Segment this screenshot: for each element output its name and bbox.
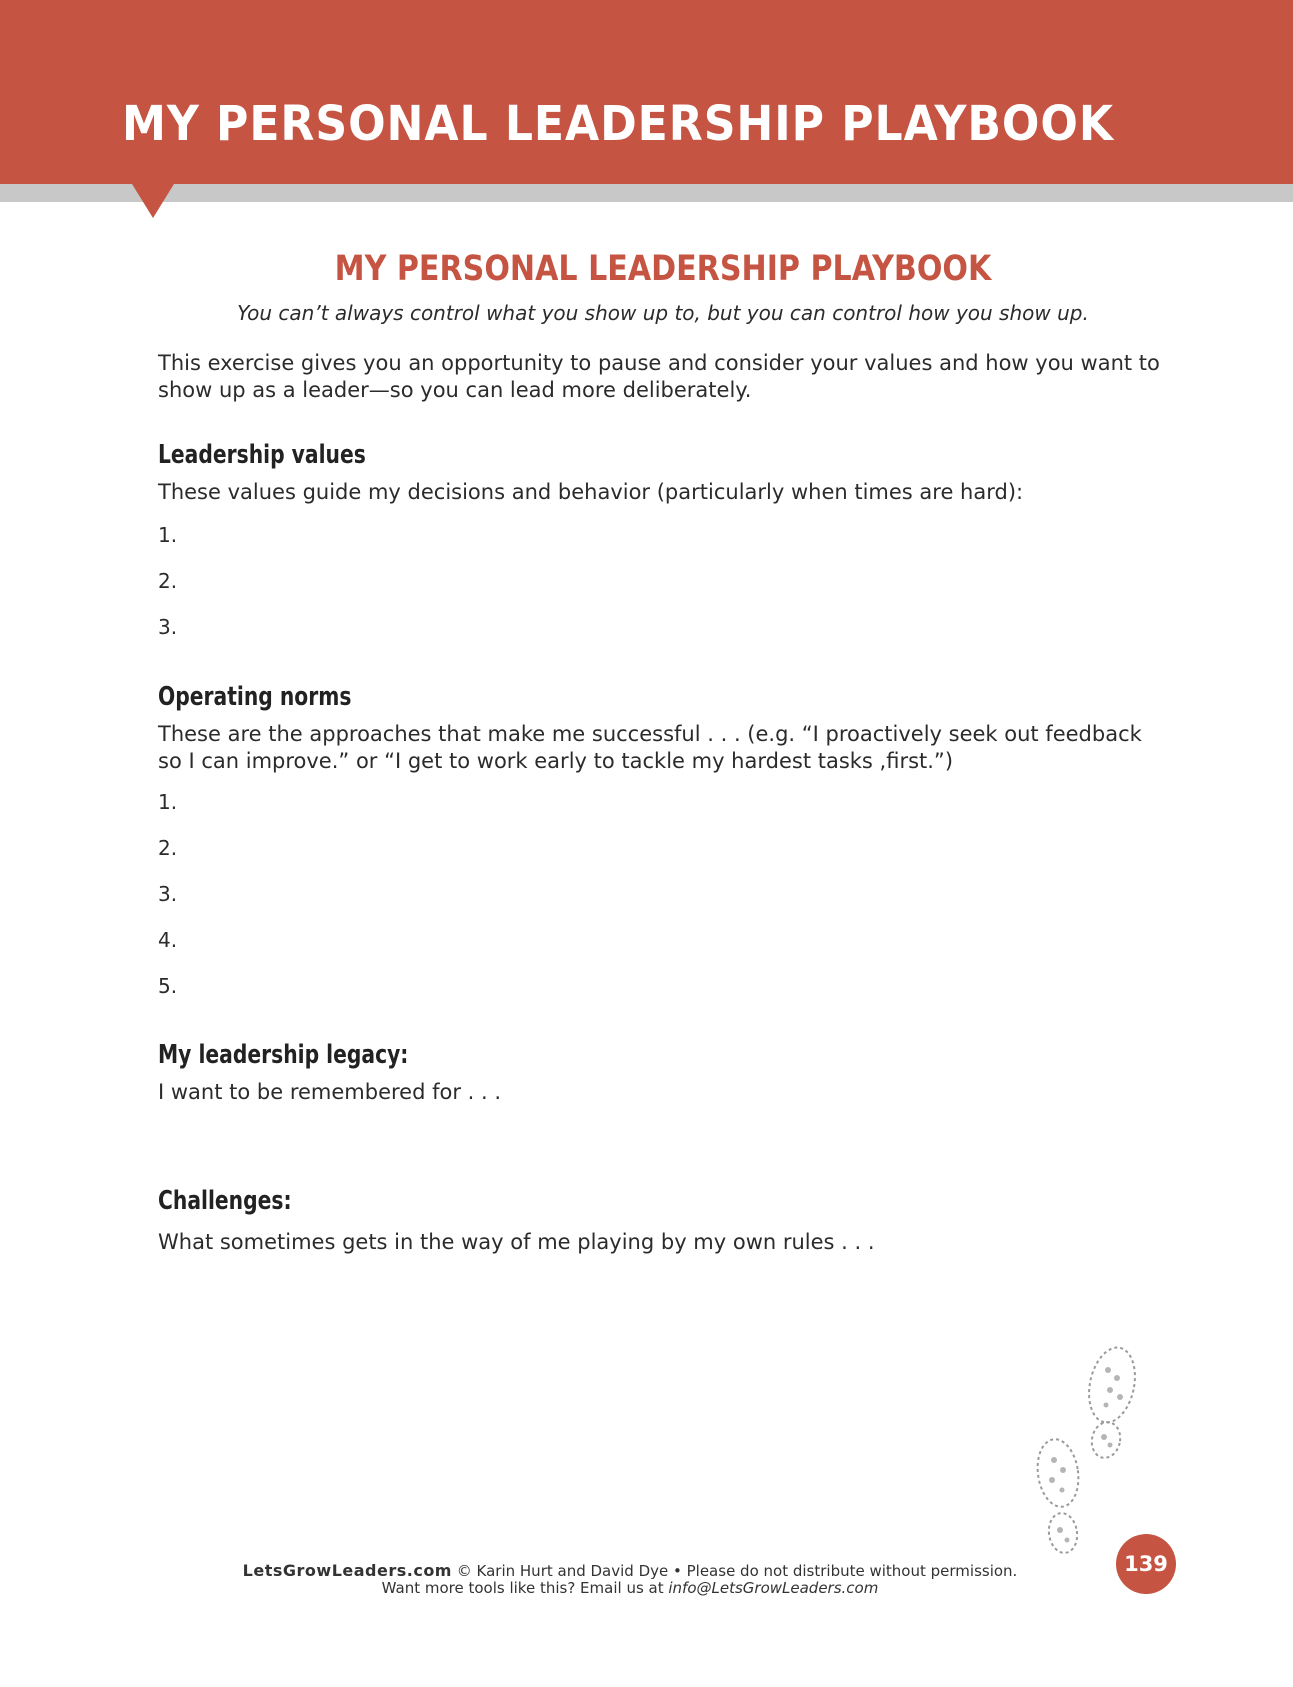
section-heading: Challenges:: [158, 1186, 292, 1216]
section-prompt: I want to be remembered for . . .: [158, 1080, 502, 1104]
list-item: 5.: [158, 974, 178, 998]
footer-site-link[interactable]: LetsGrowLeaders.com: [242, 1561, 452, 1580]
footer-email-link[interactable]: info@LetsGrowLeaders.com: [668, 1579, 879, 1597]
list-item: 4.: [158, 928, 178, 952]
section-challenges: [158, 1181, 1168, 1256]
list-item: 2.: [158, 836, 178, 860]
page-number-badge: 139: [1116, 1534, 1176, 1594]
section-operating-norms: [158, 677, 1168, 1019]
values-list: [158, 522, 1168, 660]
page-footer: [160, 1562, 1100, 1596]
section-leadership-legacy: [158, 1035, 1168, 1106]
footer-line-copyright: [160, 1562, 1100, 1580]
list-item: 1.: [158, 790, 178, 814]
footer-contact-text: Want more tools like this? Email us at: [381, 1579, 669, 1597]
footprints-icon: [1020, 1345, 1150, 1570]
list-item: 3.: [158, 615, 178, 639]
banner-title: MY PERSONAL LEADERSHIP PLAYBOOK: [122, 96, 1114, 152]
footer-copyright: © Karin Hurt and David Dye • Please do not distribute without permission.: [456, 1562, 1018, 1580]
footer-line-contact: [160, 1580, 1100, 1596]
list-item: 1.: [158, 523, 178, 547]
header-divider-strip: [0, 184, 1293, 202]
page-subtitle: You can’t always control what you show up to, but you can control how you show up.: [237, 301, 1089, 325]
page-title: MY PERSONAL LEADERSHIP PLAYBOOK: [334, 249, 992, 289]
main-content: [158, 240, 1168, 1256]
section-heading: My leadership legacy:: [158, 1040, 409, 1070]
header-banner: [0, 0, 1293, 184]
list-item: 3.: [158, 882, 178, 906]
section-heading: Leadership values: [158, 440, 366, 470]
section-prompt: What sometimes gets in the way of me playing by my own rules . . .: [158, 1230, 875, 1254]
norms-list: [158, 789, 1168, 1019]
section-prompt: These values guide my decisions and behavior (particularly when times are hard):: [158, 480, 1024, 504]
intro-paragraph: This exercise gives you an opportunity to pause and consider your values and how you want to show up as a leader—so you can lead more deliberately.: [158, 351, 1160, 402]
section-leadership-values: [158, 435, 1168, 660]
section-prompt: These are the approaches that make me successful . . . (e.g. “I proactively seek out feedback so I can improve.” or “I get to work early to tackle my hardest tasks ,first.”): [158, 722, 1142, 773]
section-heading: Operating norms: [158, 682, 352, 712]
list-item: 2.: [158, 569, 178, 593]
banner-pointer: [132, 184, 174, 218]
